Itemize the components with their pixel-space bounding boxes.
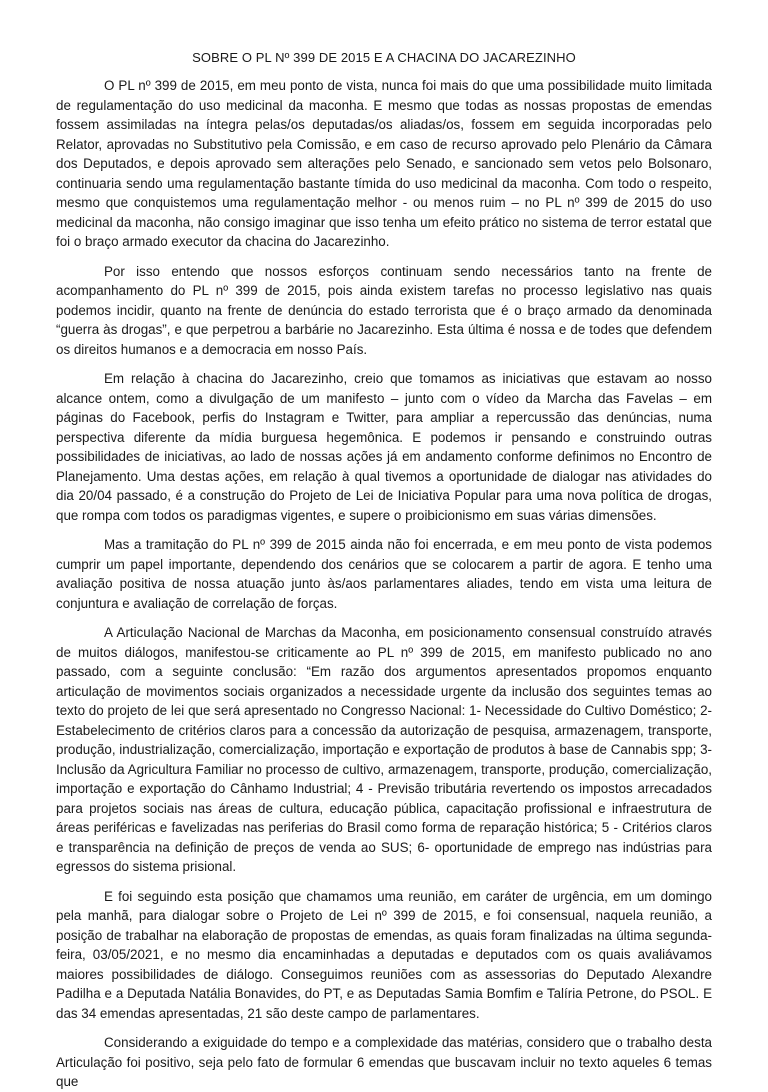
paragraph-1: O PL nº 399 de 2015, em meu ponto de vista, nunca foi mais do que uma possibilidade muito limitada de regulamentação do uso medicinal da maconha. E mesmo que todas as nossas propostas de emendas fossem assimiladas na íntegra pelas/os deputadas/os aliadas/os, fossem em seguida incorporadas pelo Relator, aprovadas no Substitutivo pela Comissão, e em caso de recurso aprovado pelo Plenário da Câmara dos Deputados, e depois aprovado sem alterações pelo Senado, e sancionado sem vetos pelo Bolsonaro, continuaria sendo uma regulamentação bastante tímida do uso medicinal da maconha. Com todo o respeito, mesmo que conquistemos uma regulamentação melhor - ou menos ruim – no PL nº 399 de 2015 do uso medicinal da maconha, não consigo imaginar que isso tenha um efeito prático no sistema de terror estatal que foi o braço armado executor da chacina do Jacarezinho. [56,78,712,249]
paragraph-6: E foi seguindo esta posição que chamamos uma reunião, em caráter de urgência, em um domingo pela manhã, para dialogar sobre o Projeto de Lei nº 399 de 2015, e foi consensual, naquela reunião, a posição de trabalhar na elaboração de propostas de emendas, as quais foram finalizadas na última segunda-feira, 03/05/2021, e no mesmo dia encaminhadas a deputadas e deputados com os quais avaliávamos maiores possibilidades de diálogo. Conseguimos reuniões com as assessorias do Deputado Alexandre Padilha e a Deputada Natália Bonavides, do PT, e as Deputadas Samia Bomfim e Talíria Petrone, do PSOL. E das 34 emendas apresentadas, 21 são deste campo de parlamentares. [56,888,712,1021]
paragraph-5: A Articulação Nacional de Marchas da Maconha, em posicionamento consensual construído através de muitos diálogos, manifestou-se criticamente ao PL nº 399 de 2015, em manifesto publicado no ano passado, com a seguinte conclusão: “Em razão dos argumentos apresentados propomos enquanto articulação de movimentos sociais organizados a necessidade urgente da inclusão dos seguintes temas ao texto do projeto de lei que será apresentado no Congresso Nacional: 1- Necessidade do Cultivo Doméstico; 2- Estabelecimento de critérios claros para a concessão da autorização de pesquisa, armazenagem, transporte, produção, industrialização, comercialização, importação e exportação de produtos à base de Cannabis spp; 3- Inclusão da Agricultura Familiar no processo de cultivo, armazenagem, transporte, produção, comercialização, importação e exportação do Cânhamo Industrial; 4 - Previsão tributária revertendo os impostos arrecadados para projetos sociais nas áreas de cultura, educação pública, capacitação profissional e infraestrutura de áreas periféricas e favelizadas nas periferias do Brasil como forma de reparação histórica; 5 - Critérios claros e transparência na definição de preços de venda ao SUS; 6- oportunidade de emprego nas indústrias para egressos do sistema prisional. [56,625,712,874]
document-title: SOBRE O PL Nº 399 DE 2015 E A CHACINA DO JACAREZINHO [192,50,576,65]
paragraph-3: Em relação à chacina do Jacarezinho, creio que tomamos as iniciativas que estavam ao nosso alcance ontem, como a divulgação de um manifesto – junto com o vídeo da Marcha das Favelas – em páginas do Facebook, perfis do Instagram e Twitter, para ampliar a repercussão das denúncias, numa perspectiva diferente da mídia burguesa hegemônica. E podemos ir pensando e construindo outras possibilidades de iniciativas, ao lado de nossas ações já em andamento conforme definimos no Encontro de Planejamento. Uma destas ações, em relação à qual tivemos a oportunidade de dialogar nas atividades do dia 20/04 passado, é a construção do Projeto de Lei de Iniciativa Popular para uma nova política de drogas, que rompa com todos os paradigmas vigentes, e supere o proibicionismo em suas várias dimensões. [56,371,712,523]
paragraph-7: Considerando a exiguidade do tempo e a complexidade das matérias, considero que o trabalho desta Articulação foi positivo, seja pelo fato de formular 6 emendas que buscavam incluir no texto aqueles 6 temas que [56,1035,712,1089]
paragraph-2: Por isso entendo que nossos esforços continuam sendo necessários tanto na frente de acompanhamento do PL nº 399 de 2015, pois ainda existem tarefas no processo legislativo nas quais podemos incidir, quanto na frente de denúncia do estado terrorista que é o braço armado da denominada “guerra às drogas”, e que perpetrou a barbárie no Jacarezinho. Esta última é nossa e de todes que defendem os direitos humanos e a democracia em nosso País. [56,263,712,357]
paragraph-4: Mas a tramitação do PL nº 399 de 2015 ainda não foi encerrada, e em meu ponto de vista podemos cumprir um papel importante, dependendo dos cenários que se colocarem a partir de agora. E tenho uma avaliação positiva de nossa atuação junto às/aos parlamentares aliades, tendo em vista uma leitura de conjuntura e avaliação de correlação de forças. [56,537,712,611]
